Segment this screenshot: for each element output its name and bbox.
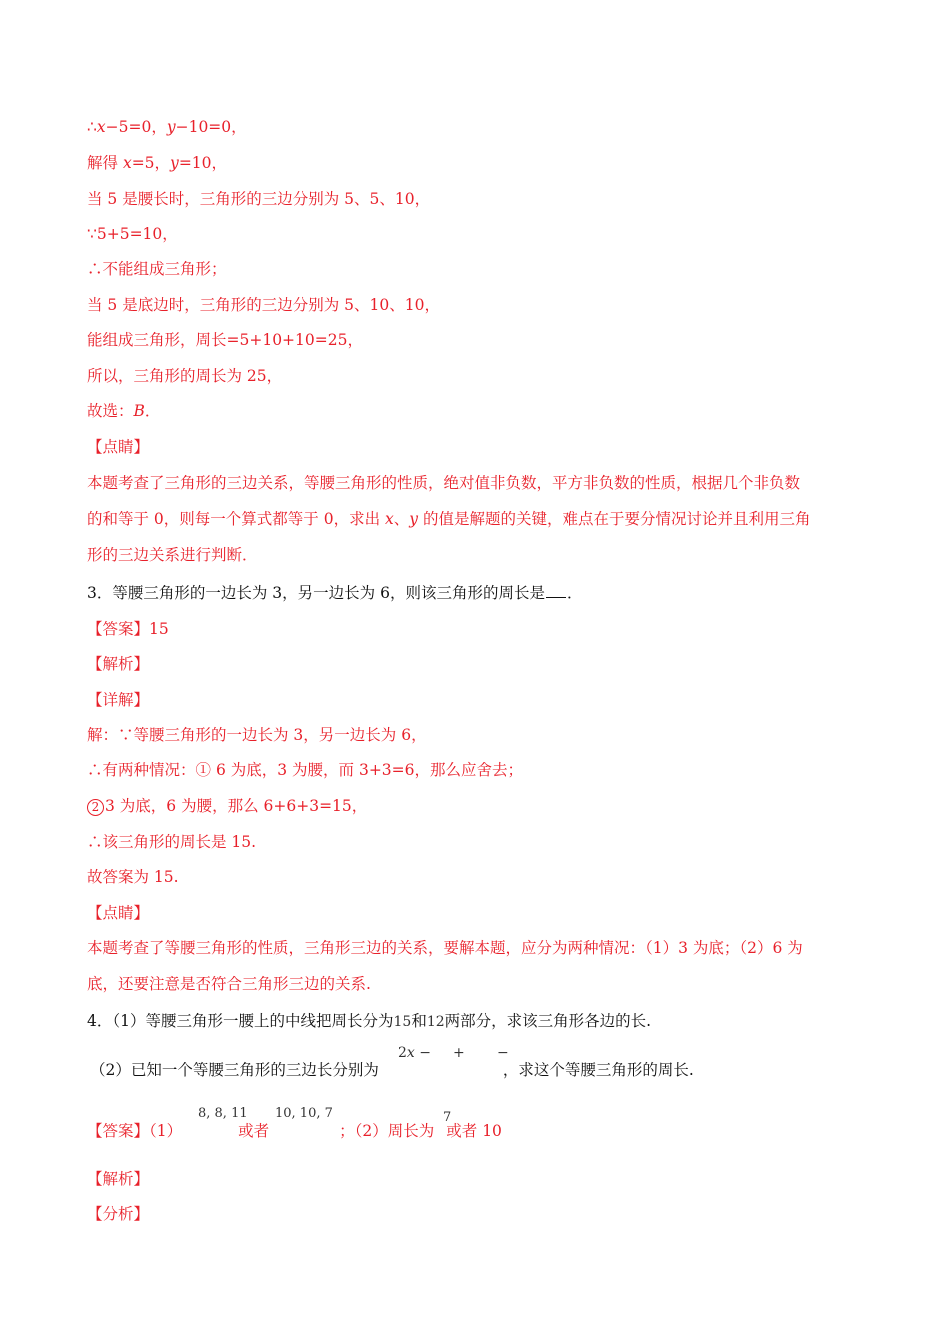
q4-expression-upper: 2x − — [398, 1045, 432, 1061]
question-3: 3．等腰三角形的一边长为 3，另一边长为 6，则该三角形的周长是 ． — [87, 584, 583, 602]
detail-line-3: 2 3 为底，6 为腰，那么 6+6+3=15， — [87, 796, 367, 816]
solution-line-6: 当 5 是底边时，三角形的三边分别为 5、10、10， — [87, 296, 440, 314]
section-heading-dianjing-1: 【点睛】 — [87, 438, 150, 456]
solution-line-7: 能组成三角形，周长=5+10+10=25， — [87, 331, 363, 349]
commentary-2-line-2: 底，还要注意是否符合三角形三边的关系. — [87, 975, 371, 993]
section-heading-dianjing-2: 【点睛】 — [87, 904, 150, 922]
answer-blank — [546, 583, 566, 598]
section-heading-jiexi-3: 【解析】 — [87, 655, 150, 673]
answer-4-value-2: 10, 10, 7 — [275, 1106, 333, 1121]
solution-line-1: ∴x−5=0，y−10=0， — [87, 118, 247, 136]
q4-expression-plus: + — [453, 1045, 465, 1061]
question-4-part-1: 4．（1）等腰三角形一腰上的中线把周长分为15和12两部分，求该三角形各边的长. — [87, 1012, 652, 1030]
solution-line-4: ∵5+5=10， — [87, 225, 178, 243]
solution-line-5: ∴不能组成三角形； — [87, 260, 227, 278]
solution-line-9: 故选：B． — [87, 402, 161, 420]
q4-expression-minus: − — [497, 1045, 509, 1061]
commentary-1-line-2: 的和等于 0，则每一个算式都等于 0，求出 x、y 的值是解题的关键，难点在于要分情况讨论并且利用三角 — [87, 510, 811, 528]
commentary-2-line-1: 本题考查了等腰三角形的性质，三角形三边的关系，要解本题，应分为两种情况：（1）3 为底；（2）6 为 — [87, 939, 803, 957]
answer-4: 【答案】（1） 或者 ；（2）周长为 或者 10 — [87, 1122, 502, 1140]
detail-line-1: 解：∵等腰三角形的一边长为 3，另一边长为 6， — [87, 726, 427, 744]
question-4-part-2: （2）已知一个等腰三角形的三边长分别为 ，求这个等腰三角形的周长. — [90, 1061, 694, 1079]
detail-line-2: ∴有两种情况：① 6 为底，3 为腰，而 3+3=6，那么应舍去； — [87, 761, 524, 779]
section-heading-jiexi-4: 【解析】 — [87, 1170, 150, 1188]
answer-3: 【答案】15 — [87, 620, 169, 638]
answer-4-value-3: 7 — [443, 1110, 452, 1125]
solution-line-3: 当 5 是腰长时，三角形的三边分别为 5、5、10， — [87, 190, 431, 208]
detail-line-4: ∴该三角形的周长是 15. — [87, 833, 257, 851]
solution-line-2: 解得 x=5，y=10， — [87, 154, 228, 172]
solution-line-8: 所以，三角形的周长为 25， — [87, 367, 283, 385]
commentary-1-line-1: 本题考查了三角形的三边关系，等腰三角形的性质，绝对值非负数，平方非负数的性质，根据几个非负数 — [87, 474, 801, 492]
answer-4-value-1: 8, 8, 11 — [198, 1106, 248, 1121]
detail-line-5: 故答案为 15. — [87, 868, 179, 886]
circled-number-2: 2 — [87, 799, 104, 816]
section-heading-fenxi-4: 【分析】 — [87, 1205, 150, 1223]
section-heading-xiangjie-3: 【详解】 — [87, 691, 150, 709]
commentary-1-line-3: 形的三边关系进行判断． — [87, 546, 258, 564]
